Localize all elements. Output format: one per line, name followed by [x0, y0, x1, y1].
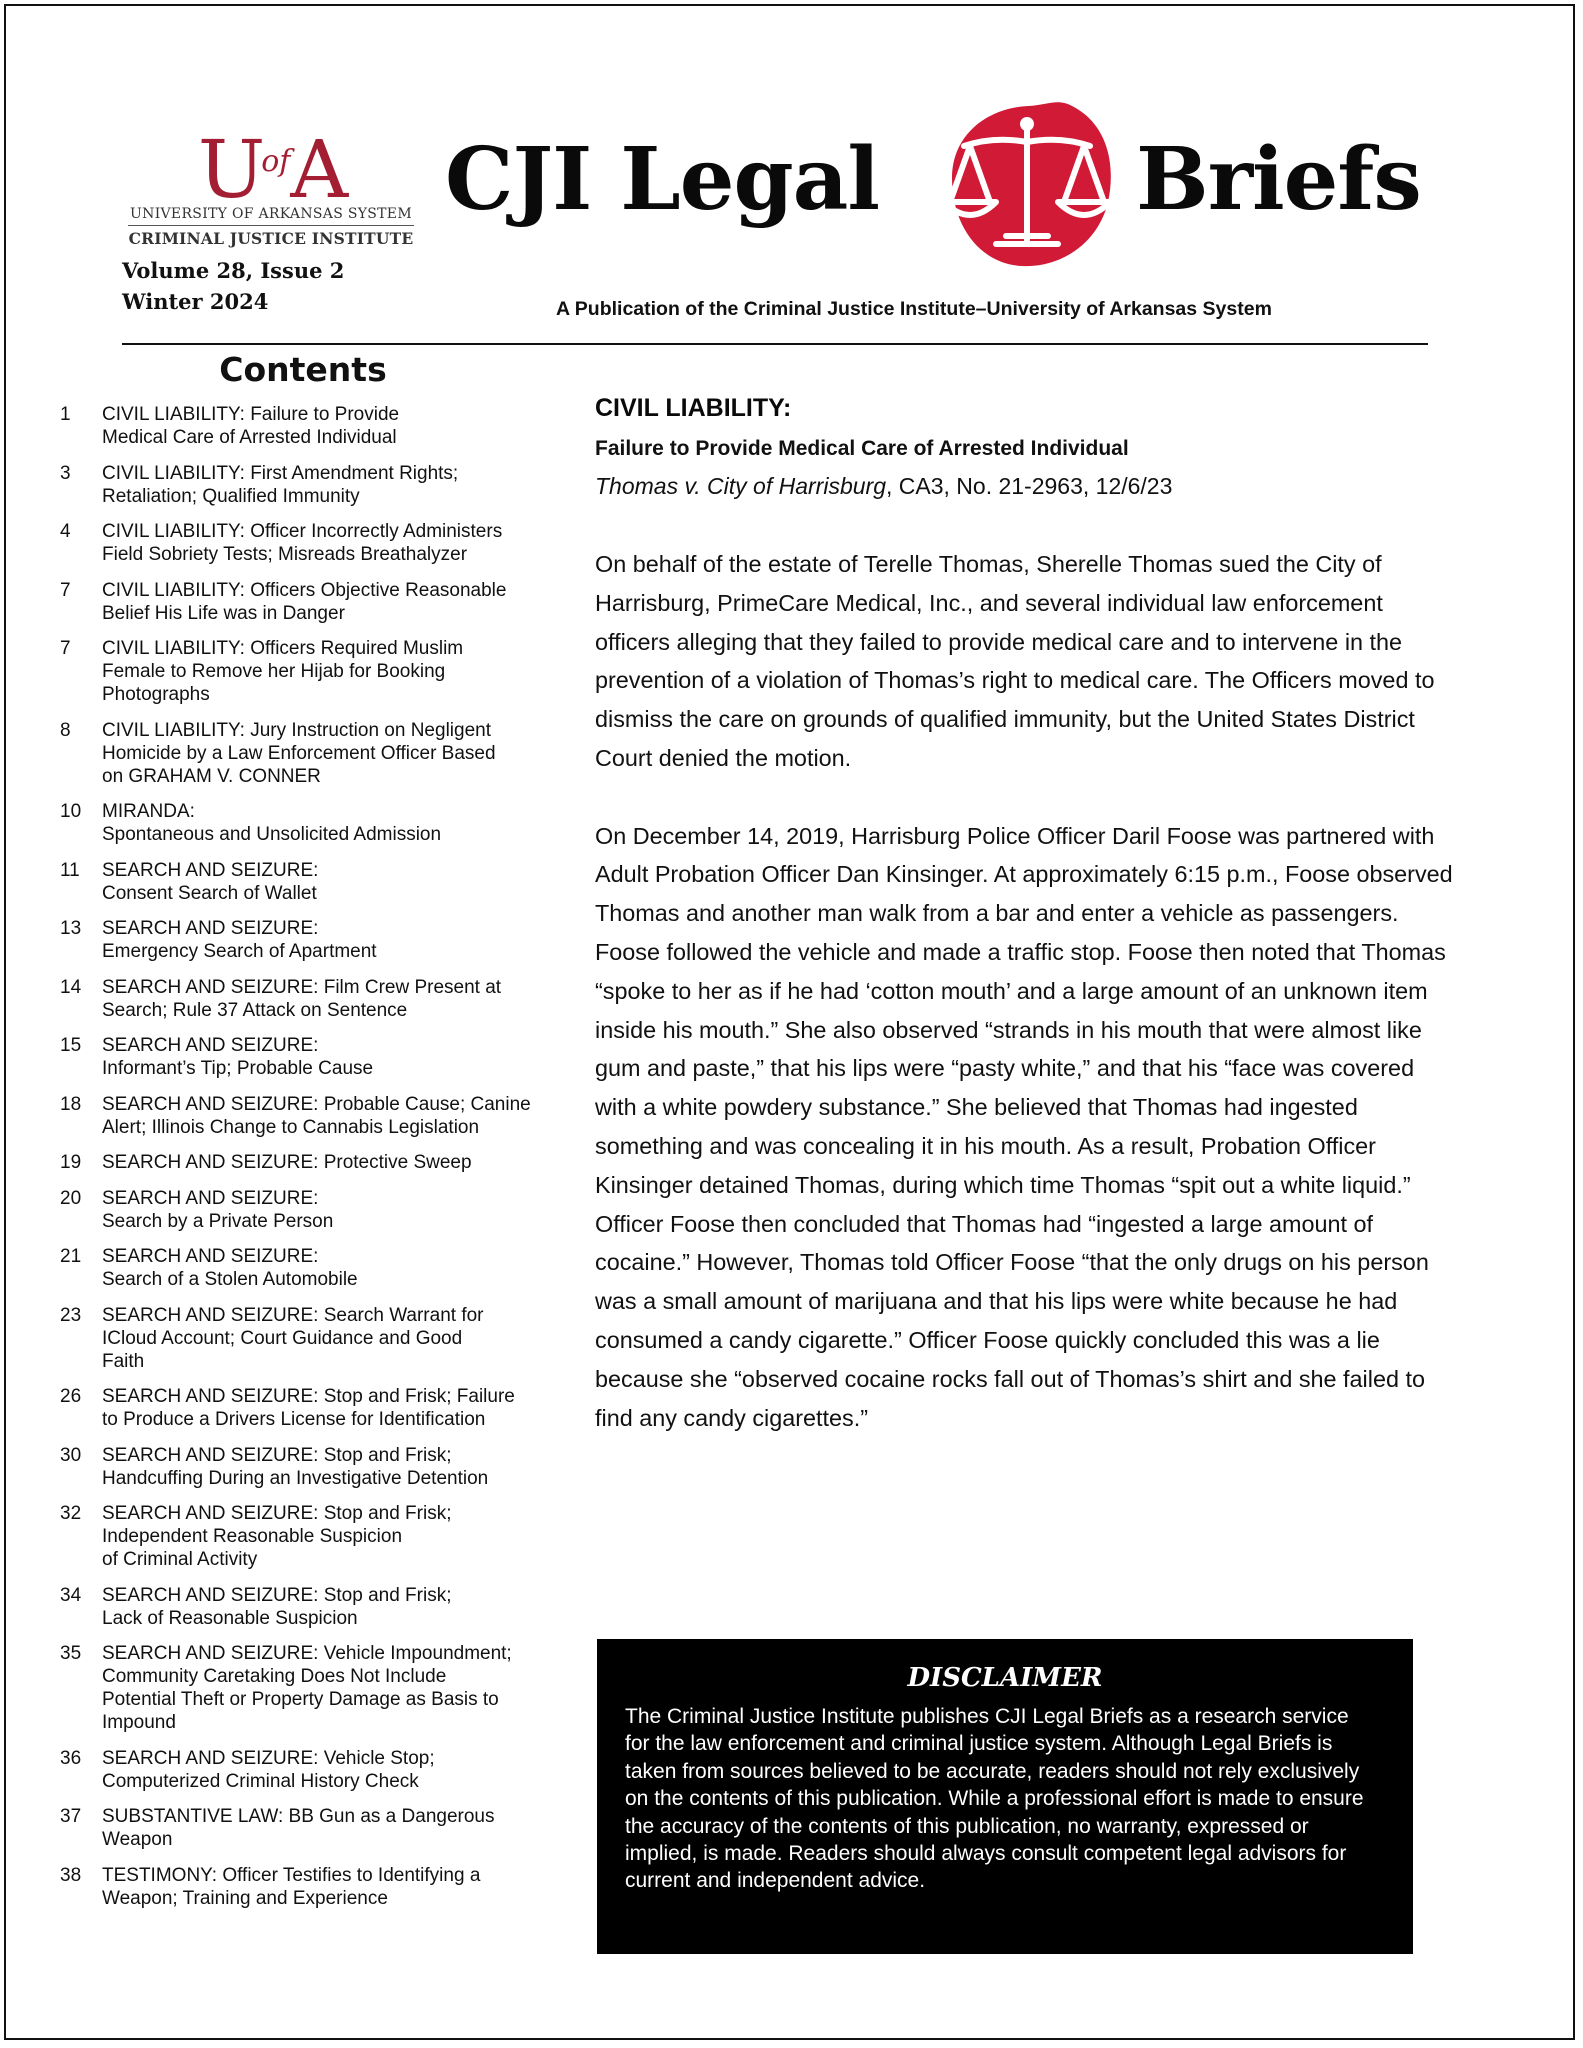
contents-item	[60, 859, 550, 905]
contents-item-title: SEARCH AND SEIZURE: Film Crew Present at Search; Rule 37 Attack on Sentence	[102, 976, 502, 1021]
contents-item	[60, 1304, 550, 1373]
contents-page-number: 7	[60, 579, 71, 601]
logo-system-name: UNIVERSITY OF ARKANSAS SYSTEM	[128, 188, 414, 226]
contents-item-title: SEARCH AND SEIZURE: Vehicle Stop; Computerized Criminal History Check	[102, 1747, 435, 1792]
masthead-divider	[122, 343, 1428, 345]
contents-list	[60, 403, 550, 1922]
contents-item-title: SEARCH AND SEIZURE: Emergency Search of Apartment	[102, 918, 377, 962]
contents-item	[60, 579, 550, 625]
contents-item	[60, 1864, 550, 1910]
logo-a: A	[290, 123, 345, 216]
contents-item-title: MIRANDA: Spontaneous and Unsolicited Admission	[102, 801, 442, 845]
contents-page-number: 14	[60, 976, 82, 998]
contents-page-number: 20	[60, 1187, 82, 1209]
contents-item	[60, 462, 550, 508]
contents-item	[60, 520, 550, 566]
contents-item-title: SEARCH AND SEIZURE: Stop and Frisk; Independent Reasonable Suspicion of Criminal Activity	[102, 1503, 452, 1570]
contents-item-title: CIVIL LIABILITY: Officers Objective Reasonable Belief His Life was in Danger	[102, 579, 507, 624]
contents-item-title: SEARCH AND SEIZURE: Consent Search of Wallet	[102, 859, 319, 904]
contents-item	[60, 1245, 550, 1291]
contents-page-number: 4	[60, 521, 71, 542]
article-paragraph: On December 14, 2019, Harrisburg Police Officer Daril Foose was partnered with Adult Probation Officer Dan Kinsinger. At approximately 6:15 p.m., Foose observed Thomas and another man walk from a bar and enter a vehicle as passengers. Foose followed the vehicle and made a traffic stop. Foose then noted that Thomas “spoke to her as if he had ‘cotton mouth’ and a large amount of an unknown item inside his mouth.” She also observed “strands in his mouth that were almost like gum and paste,” that his lips were “pasty white,” and that his “face was covered with a white powdery substance.” She believed that Thomas had ingested something and was concealing it in his mouth. As a result, Probation Officer Kinsinger detained Thomas, during which time Thomas “spit out a white liquid.” Officer Foose then concluded that Thomas had “ingested a large amount of cocaine.” However, Thomas told Officer Foose “that the only drugs on his person was a small amount of marijuana and that his lips were white because he had consumed a candy cigarette.” Officer Foose quickly concluded this was a lie because she “observed cocaine rocks fall out of Thomas’s shirt and she failed to find any candy cigarettes.”	[595, 822, 1453, 1431]
contents-item	[60, 1187, 550, 1233]
contents-item	[60, 800, 550, 846]
contents-page-number: 3	[60, 462, 71, 484]
contents-item	[60, 637, 550, 706]
contents-page-number: 1	[60, 404, 71, 425]
contents-item	[60, 403, 550, 449]
ua-cji-logo	[128, 122, 414, 248]
contents-page-number: 35	[60, 1643, 82, 1664]
lead-article	[595, 393, 1455, 1437]
contents-item	[60, 719, 550, 788]
contents-page-number: 18	[60, 1093, 82, 1115]
contents-item	[60, 917, 550, 963]
contents-item-title: SEARCH AND SEIZURE: Stop and Frisk; Lack of Reasonable Suspicion	[102, 1584, 452, 1629]
contents-item-title: SUBSTANTIVE LAW: BB Gun as a Dangerous Weapon	[102, 1806, 495, 1850]
contents-page-number: 38	[60, 1864, 82, 1886]
contents-page-number: 15	[60, 1035, 82, 1056]
contents-item-title: TESTIMONY: Officer Testifies to Identifying a Weapon; Training and Experience	[102, 1864, 481, 1909]
contents-item-title: CIVIL LIABILITY: Failure to Provide Medical Care of Arrested Individual	[102, 404, 400, 448]
contents-item-title: SEARCH AND SEIZURE: Search by a Private Person	[102, 1187, 334, 1232]
contents-item	[60, 1747, 550, 1793]
contents-page-number: 21	[60, 1246, 82, 1267]
contents-item	[60, 1584, 550, 1630]
publication-title-right: Briefs	[1136, 129, 1421, 230]
contents-item-title: SEARCH AND SEIZURE: Informant’s Tip; Probable Cause	[102, 1035, 374, 1079]
contents-page-number: 32	[60, 1503, 82, 1524]
disclaimer-title: DISCLAIMER	[907, 1663, 1103, 1693]
contents-page-number: 23	[60, 1304, 82, 1326]
logo-u: U	[197, 123, 262, 216]
issue-season: Winter 2024	[122, 289, 269, 314]
issue-info	[122, 255, 344, 317]
contents-item-title: CIVIL LIABILITY: First Amendment Rights; Retaliation; Qualified Immunity	[102, 462, 459, 507]
contents-item	[60, 1385, 550, 1431]
contents-item-title: SEARCH AND SEIZURE: Probable Cause; Canine Alert; Illinois Change to Cannabis Legislation	[102, 1093, 531, 1138]
contents-page-number: 19	[60, 1152, 82, 1173]
contents-item-title: SEARCH AND SEIZURE: Search of a Stolen Automobile	[102, 1246, 358, 1290]
case-name: Thomas v. City of Harrisburg	[595, 473, 886, 499]
contents-item	[60, 1151, 550, 1174]
contents-item-title: SEARCH AND SEIZURE: Search Warrant for ICloud Account; Court Guidance and Good Faith	[102, 1304, 484, 1372]
contents-page-number: 30	[60, 1444, 82, 1466]
article-category: CIVIL LIABILITY:	[595, 394, 792, 422]
logo-of: of	[261, 144, 291, 179]
contents-page-number: 37	[60, 1806, 82, 1827]
contents-item	[60, 1093, 550, 1139]
disclaimer-box	[597, 1639, 1413, 1954]
article-title: Failure to Provide Medical Care of Arrested Individual	[595, 437, 1129, 460]
logo-institute-name: CRIMINAL JUSTICE INSTITUTE	[128, 229, 414, 248]
contents-page-number: 13	[60, 918, 82, 939]
scales-of-justice-icon	[930, 94, 1120, 272]
disclaimer-body: The Criminal Justice Institute publishes CJI Legal Briefs as a research service for the law enforcement and criminal justice system. Although Legal Briefs is taken from sources believed to be accurate, readers should not rely exclusively on the contents of this publication. While a professional effort is made to ensure the accuracy of the contents of this publication, no warranty, expressed or implied, is made. Readers should always consult competent legal advisors for current and independent advice.	[625, 1705, 1364, 1893]
volume-issue: Volume 28, Issue 2	[122, 258, 345, 283]
case-citation: , CA3, No. 21-2963, 12/6/23	[885, 473, 1173, 499]
article-paragraph: On behalf of the estate of Terelle Thomas, Sherelle Thomas sued the City of Harrisburg, PrimeCare Medical, Inc., and several individual law enforcement officers alleging that they failed to provide medical care and to intervene in the prevention of a violation of Thomas’s right to medical care. The Officers moved to dismiss the care on grounds of qualified immunity, but the United States District Court denied the motion.	[595, 551, 1435, 771]
contents-item-title: SEARCH AND SEIZURE: Stop and Frisk; Failure to Produce a Drivers License for Identification	[102, 1386, 515, 1430]
contents-item	[60, 1034, 550, 1080]
contents-item-title: SEARCH AND SEIZURE: Protective Sweep	[102, 1152, 472, 1173]
contents-page-number: 34	[60, 1584, 82, 1606]
contents-page-number: 10	[60, 801, 82, 822]
contents-page-number: 26	[60, 1386, 82, 1407]
contents-heading: Contents	[219, 350, 387, 389]
contents-item	[60, 1444, 550, 1490]
contents-page-number: 36	[60, 1747, 82, 1769]
contents-page-number: 11	[60, 859, 80, 881]
contents-item-title: SEARCH AND SEIZURE: Stop and Frisk; Handcuffing During an Investigative Detention	[102, 1444, 489, 1489]
contents-item	[60, 1805, 550, 1851]
contents-item-title: CIVIL LIABILITY: Officers Required Muslim Female to Remove her Hijab for Booking Photographs	[102, 638, 464, 705]
contents-item-title: CIVIL LIABILITY: Officer Incorrectly Administers Field Sobriety Tests; Misreads Breathalyzer	[102, 521, 503, 565]
contents-item-title: SEARCH AND SEIZURE: Vehicle Impoundment; Community Caretaking Does Not Include Potential Theft or Property Damage as Basis to Impound	[102, 1643, 512, 1733]
contents-page-number: 8	[60, 719, 71, 741]
publication-subtitle: A Publication of the Criminal Justice Institute–University of Arkansas System	[556, 298, 1272, 320]
contents-item	[60, 976, 550, 1022]
contents-page-number: 7	[60, 638, 71, 659]
contents-item	[60, 1502, 550, 1571]
article-citation	[595, 471, 1455, 501]
publication-title-left: CJI Legal	[445, 129, 880, 230]
contents-item-title: CIVIL LIABILITY: Jury Instruction on Negligent Homicide by a Law Enforcement Officer Based on GRAHAM V. CONNER	[102, 719, 496, 787]
contents-item	[60, 1642, 550, 1734]
